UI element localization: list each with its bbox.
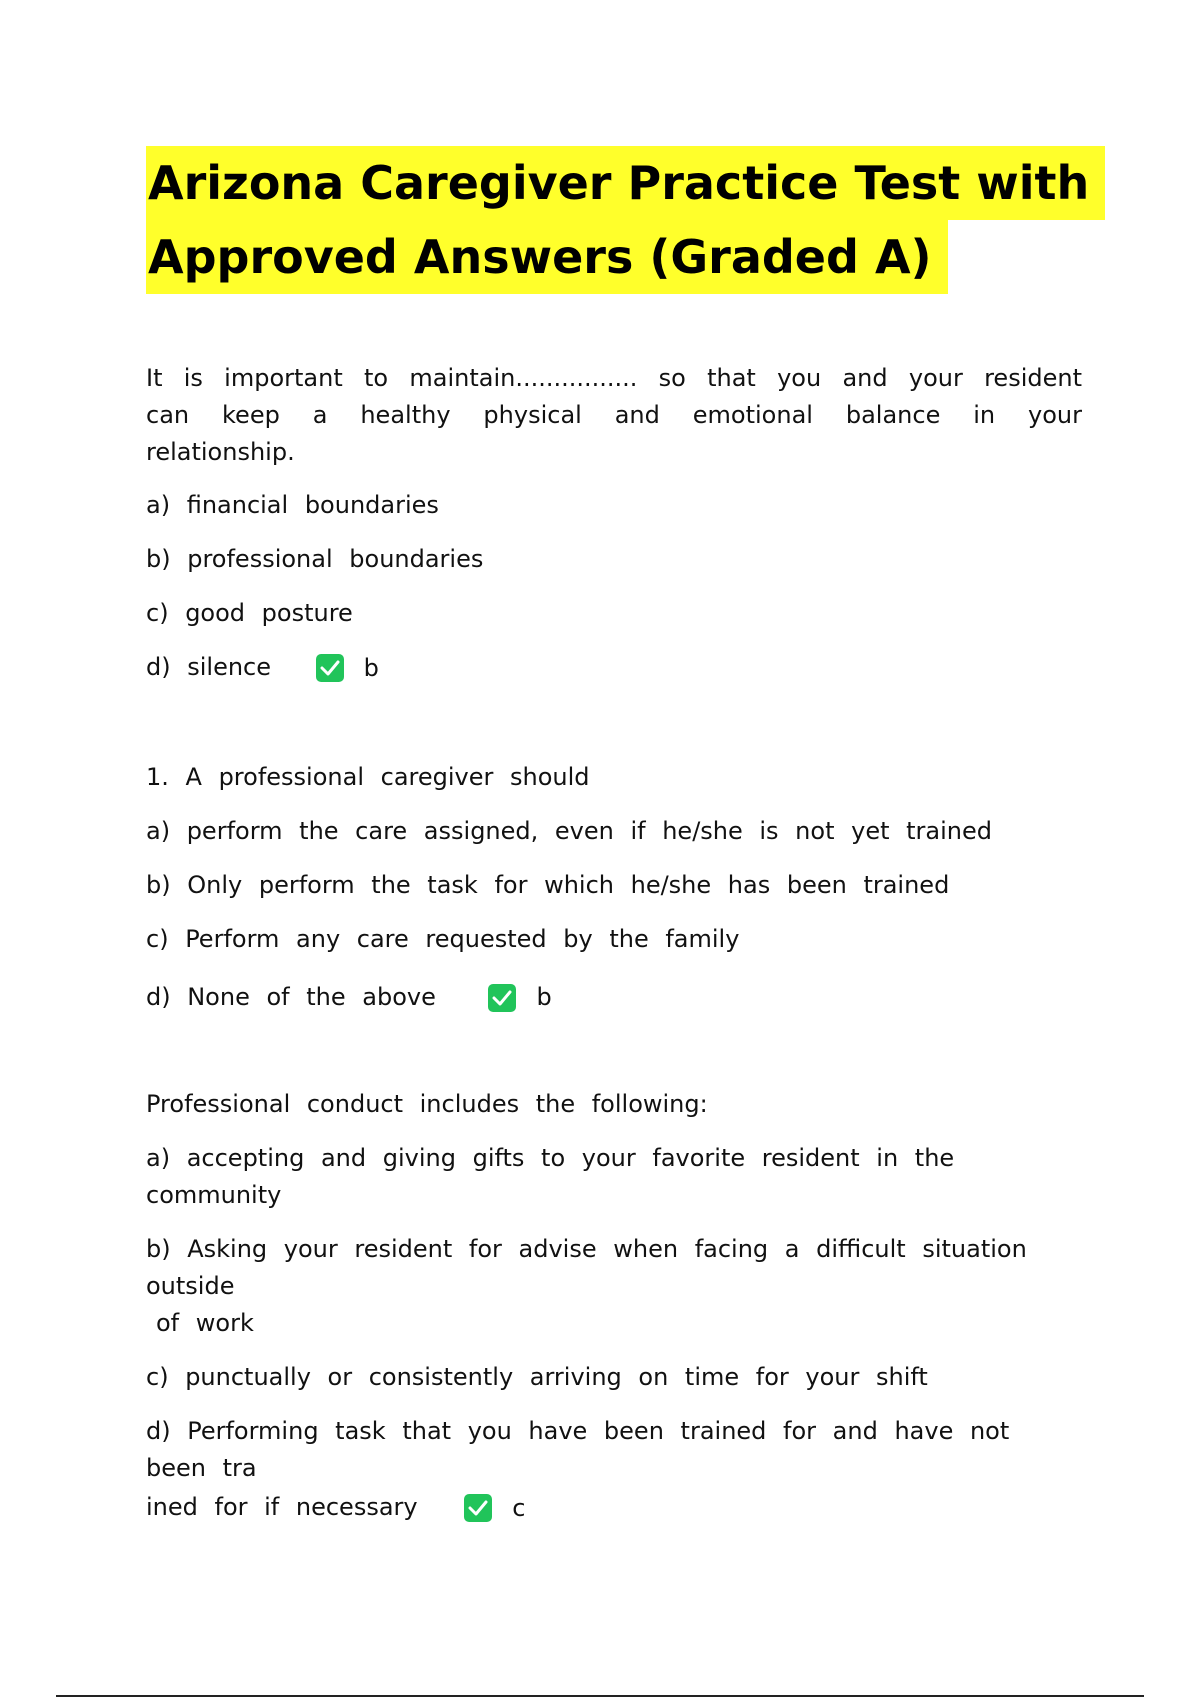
- question-block: [146, 759, 1082, 1017]
- option-c: c) Perform any care requested by the family: [146, 924, 740, 953]
- check-icon: [464, 1494, 492, 1522]
- option-d: d) silence: [146, 653, 272, 681]
- option-a: a) perform the care assigned, even if he/she is not yet trained: [146, 816, 992, 845]
- option-b: b) professional boundaries: [146, 545, 484, 573]
- answer-marker: [488, 979, 551, 1016]
- question-block: [146, 360, 1082, 687]
- check-icon: [488, 984, 516, 1012]
- answer-letter: b: [363, 653, 379, 682]
- footer-divider: [56, 1695, 1144, 1697]
- option-d: d) None of the above: [146, 982, 436, 1011]
- option-b: b) Asking your resident for advise when facing a difficult situation outside: [146, 1235, 1027, 1300]
- option-d-row: [146, 1489, 1082, 1527]
- question-text: 1. A professional caregiver should: [146, 762, 590, 791]
- question-list: [146, 360, 1082, 1527]
- title-line-2: Approved Answers (Graded A): [146, 220, 948, 294]
- question-text: It is important to maintain................ so that you and your resident can keep a healthy physical and emotional balance in your relationship.: [146, 364, 1082, 466]
- option-d: d) Performing task that you have been trained for and have not been tra: [146, 1417, 1010, 1482]
- title-line-1: Arizona Caregiver Practice Test with: [146, 146, 1105, 220]
- option-d-row: [146, 979, 1082, 1017]
- question-block: [146, 1086, 1082, 1527]
- document-title: [146, 146, 1090, 294]
- option-c: c) good posture: [146, 599, 353, 627]
- option-c: c) punctually or consistently arriving on time for your shift: [146, 1363, 928, 1391]
- check-icon: [316, 654, 344, 682]
- question-text: Professional conduct includes the following:: [146, 1090, 708, 1118]
- option-a: a) accepting and giving gifts to your favorite resident in the community: [146, 1144, 955, 1209]
- option-d-row: [146, 649, 1082, 687]
- option-b: b) Only perform the task for which he/she has been trained: [146, 870, 950, 899]
- answer-marker: [464, 1490, 525, 1527]
- option-d-continuation: ined for if necessary: [146, 1493, 418, 1521]
- option-b-continuation: of work: [156, 1309, 254, 1337]
- answer-letter: b: [536, 983, 552, 1011]
- answer-marker: [316, 650, 379, 687]
- answer-letter: c: [512, 1493, 526, 1522]
- option-a: a) financial boundaries: [146, 491, 439, 519]
